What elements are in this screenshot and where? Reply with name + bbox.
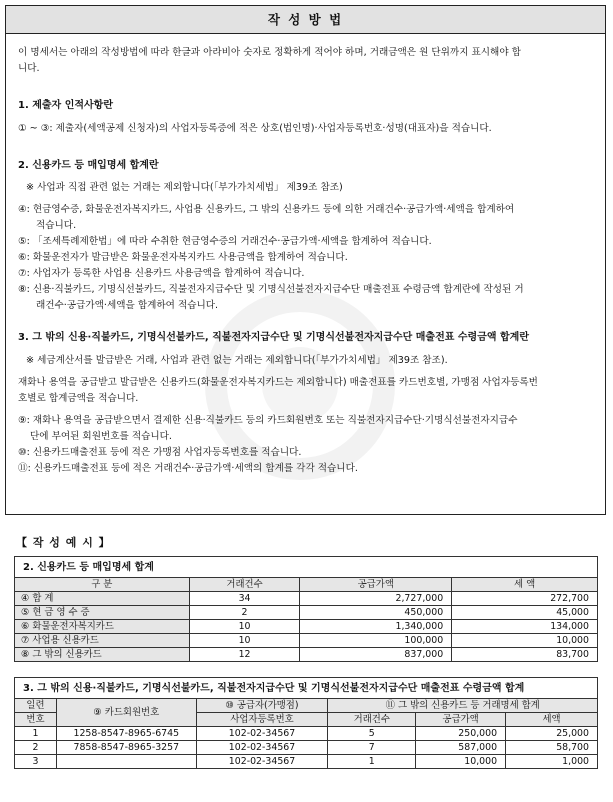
row-count: 1 bbox=[328, 755, 416, 769]
header-total: ⑪ 그 밖의 신용카드 등 거래명세 합계 bbox=[328, 699, 598, 713]
row-seq: 3 bbox=[15, 755, 57, 769]
row-count: 10 bbox=[189, 620, 300, 634]
row-count: 7 bbox=[328, 741, 416, 755]
table-row bbox=[15, 606, 598, 620]
row-amount: 250,000 bbox=[416, 727, 506, 741]
row-seq: 1 bbox=[15, 727, 57, 741]
section1-heading: 1. 제출자 인적사항란 bbox=[18, 100, 113, 111]
table-row bbox=[15, 755, 598, 769]
section2-line: 적습니다. bbox=[36, 220, 77, 231]
header-tax: 세액 bbox=[506, 713, 598, 727]
table2-title: 2. 신용카드 등 매입명세 합계 bbox=[15, 557, 598, 578]
row-bizno: 102-02-34567 bbox=[196, 727, 328, 741]
header-category: 구 분 bbox=[15, 578, 190, 592]
section3-line: 단에 부여된 회원번호를 적습니다. bbox=[30, 431, 172, 442]
section2-heading: 2. 신용카드 등 매입명세 합계란 bbox=[18, 160, 159, 171]
row-label: ⑦ 사업용 신용카드 bbox=[15, 634, 190, 648]
row-tax: 1,000 bbox=[506, 755, 598, 769]
row-label: ⑤ 현 금 영 수 증 bbox=[15, 606, 190, 620]
row-label: ⑧ 그 밖의 신용카드 bbox=[15, 648, 190, 662]
section3-heading: 3. 그 밖의 신용·직불카드, 기명식선불카드, 직불전자지급수단 및 기명식선불전자지급수단 매출전표 수령금액 합계란 bbox=[18, 332, 529, 343]
section2-line: ⑥: 화물운전자가 발급받은 화물운전자복지카드 사용금액을 합계하여 적습니다. bbox=[18, 252, 348, 263]
table3-title: 3. 그 밖의 신용·직불카드, 기명식선불카드, 직불전자지급수단 및 기명식선불전자지급수단 매출전표 수령금액 합계 bbox=[15, 678, 598, 699]
table-row bbox=[15, 634, 598, 648]
header-amount: 공급가액 bbox=[416, 713, 506, 727]
row-count: 34 bbox=[189, 592, 300, 606]
table-row bbox=[15, 727, 598, 741]
section2-note: ※ 사업과 직접 관련 없는 거래는 제외합니다(「부가가치세법」 제39조 참조) bbox=[26, 182, 343, 193]
row-count: 5 bbox=[328, 727, 416, 741]
intro-line: 니다. bbox=[18, 63, 40, 74]
row-amount: 10,000 bbox=[416, 755, 506, 769]
row-amount: 450,000 bbox=[300, 606, 452, 620]
row-amount: 1,340,000 bbox=[300, 620, 452, 634]
header-card-number: ⑨ 카드회원번호 bbox=[56, 699, 196, 727]
row-label: ⑥ 화물운전자복지카드 bbox=[15, 620, 190, 634]
row-card-number: 7858-8547-8965-3257 bbox=[56, 741, 196, 755]
row-tax: 45,000 bbox=[452, 606, 598, 620]
table-row bbox=[15, 741, 598, 755]
example-title: 【 작 성 예 시 】 bbox=[16, 536, 111, 549]
row-tax: 272,700 bbox=[452, 592, 598, 606]
header-seq-bottom: 번호 bbox=[15, 713, 57, 727]
section2-line: 래건수·공급가액·세액을 합계하여 적습니다. bbox=[36, 300, 219, 311]
section1-line: ① ~ ③: 제출자(세액공제 신청자)의 사업자등록증에 적은 상호(법인명)·사업자등록번호·성명(대표자)을 적습니다. bbox=[18, 123, 492, 134]
row-bizno: 102-02-34567 bbox=[196, 755, 328, 769]
section2-line: ⑧: 신용·직불카드, 기명식선불카드, 직불전자지급수단 및 기명식선불전자지급수단 매출전표 수령금액 합계란에 작성된 거 bbox=[18, 284, 524, 295]
header-amount: 공급가액 bbox=[300, 578, 452, 592]
table-row bbox=[15, 592, 598, 606]
row-card-number bbox=[56, 755, 196, 769]
section3-para: 호별로 합계금액을 적습니다. bbox=[18, 393, 139, 404]
section3-line: ⑪: 신용카드매출전표 등에 적은 거래건수·공급가액·세액의 합계를 각각 적습니다. bbox=[18, 463, 358, 474]
table-row bbox=[15, 648, 598, 662]
header-tax: 세 액 bbox=[452, 578, 598, 592]
row-amount: 587,000 bbox=[416, 741, 506, 755]
section3-note: ※ 세금계산서를 발급받은 거래, 사업과 관련 없는 거래는 제외합니다(「부가가치세법」 제39조 참조). bbox=[26, 355, 448, 366]
row-count: 12 bbox=[189, 648, 300, 662]
row-tax: 134,000 bbox=[452, 620, 598, 634]
section2-line: ⑦: 사업자가 등록한 사업용 신용카드 사용금액을 합계하여 적습니다. bbox=[18, 268, 305, 279]
row-label: ④ 합 계 bbox=[15, 592, 190, 606]
row-amount: 2,727,000 bbox=[300, 592, 452, 606]
header-supplier-bottom: 사업자등록번호 bbox=[196, 713, 328, 727]
row-amount: 837,000 bbox=[300, 648, 452, 662]
section2-line: ⑤: 「조세특례제한법」에 따라 수취한 현금영수증의 거래건수·공급가액·세액을 합계하여 적습니다. bbox=[18, 236, 432, 247]
header-count: 거래건수 bbox=[189, 578, 300, 592]
intro-line: 이 명세서는 아래의 작성방법에 따라 한글과 아라비아 숫자로 정확하게 적어야 하며, 거래금액은 원 단위까지 표시해야 합 bbox=[18, 47, 521, 58]
example-table-summary bbox=[14, 556, 598, 662]
row-card-number: 1258-8547-8965-6745 bbox=[56, 727, 196, 741]
example-table-card-detail bbox=[14, 677, 598, 769]
row-seq: 2 bbox=[15, 741, 57, 755]
section3-line: ⑩: 신용카드매출전표 등에 적은 가맹점 사업자등록번호를 적습니다. bbox=[18, 447, 302, 458]
row-bizno: 102-02-34567 bbox=[196, 741, 328, 755]
table-row bbox=[15, 620, 598, 634]
row-tax: 58,700 bbox=[506, 741, 598, 755]
row-count: 10 bbox=[189, 634, 300, 648]
row-amount: 100,000 bbox=[300, 634, 452, 648]
row-tax: 25,000 bbox=[506, 727, 598, 741]
section3-para: 재화나 용역을 공급받고 발급받은 신용카드(화물운전자복지카드는 제외합니다) 매출전표를 카드번호별, 가맹점 사업자등록번 bbox=[18, 377, 538, 388]
page-title: 작 성 방 법 bbox=[5, 5, 606, 34]
header-supplier-top: ⑩ 공급자(가맹점) bbox=[196, 699, 328, 713]
section3-line: ⑨: 재화나 용역을 공급받으면서 결제한 신용·직불카드 등의 카드회원번호 또는 직불전자지급수단·기명식선불전자지급수 bbox=[18, 415, 518, 426]
row-tax: 83,700 bbox=[452, 648, 598, 662]
header-seq-top: 일련 bbox=[15, 699, 57, 713]
row-tax: 10,000 bbox=[452, 634, 598, 648]
section2-line: ④: 현금영수증, 화물운전자복지카드, 사업용 신용카드, 그 밖의 신용카드 등에 의한 거래건수·공급가액·세액을 합계하여 bbox=[18, 204, 515, 215]
header-count: 거래건수 bbox=[328, 713, 416, 727]
row-count: 2 bbox=[189, 606, 300, 620]
